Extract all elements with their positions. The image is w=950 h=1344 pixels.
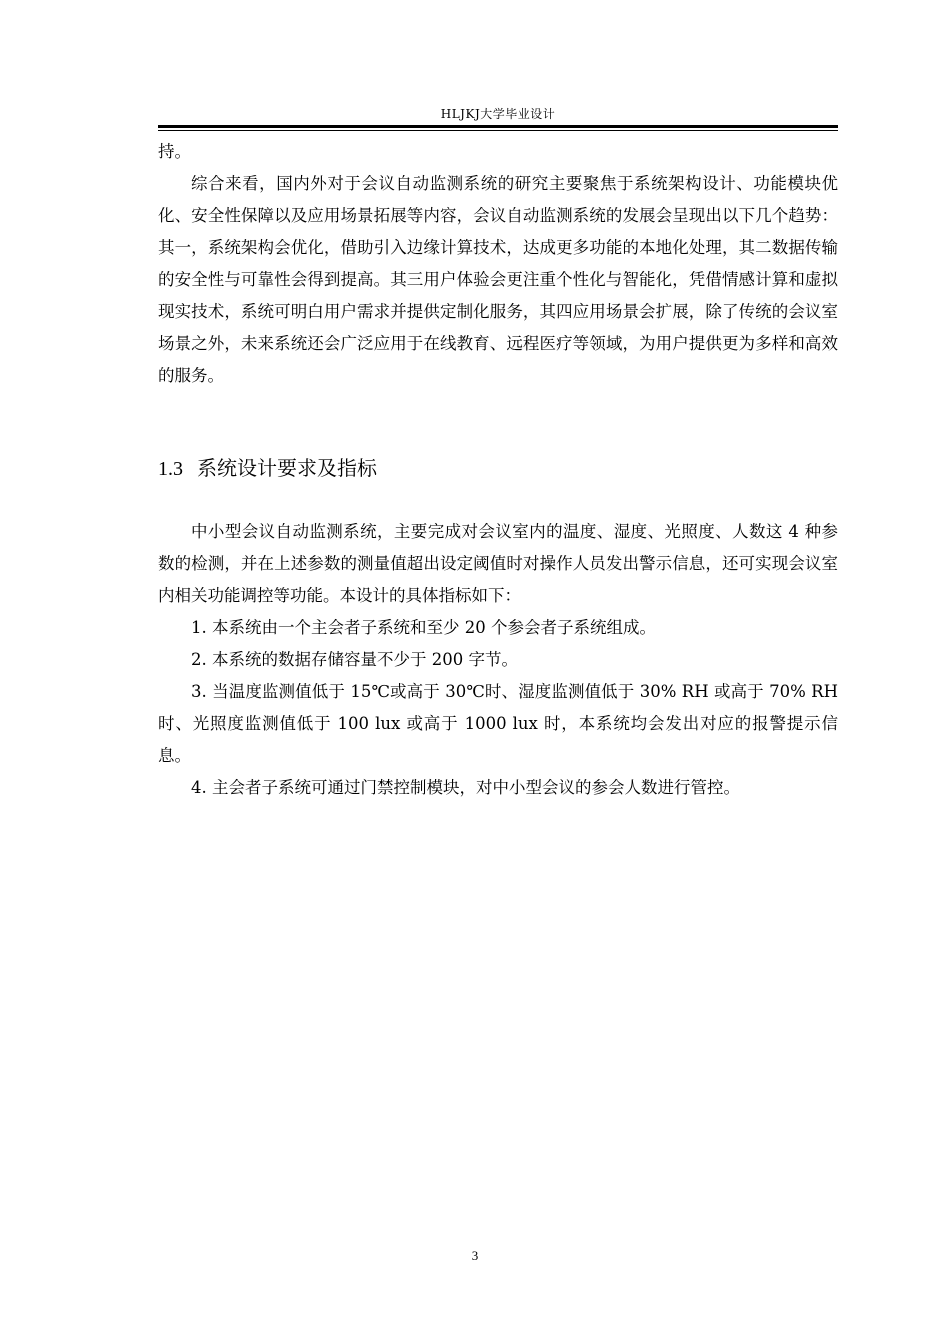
spec-item-1: 1. 本系统由一个主会者子系统和至少 20 个参会者子系统组成。 — [191, 618, 656, 637]
header-rule-thin — [158, 130, 838, 131]
section-intro-paragraph: 中小型会议自动监测系统，主要完成对会议室内的温度、湿度、光照度、人数这 4 种参数的检测，并在上述参数的测量值超出设定阈值时对操作人员发出警示信息，还可实现会议室内相关功能调控等功能。本设计的具体指标如下： — [158, 522, 838, 605]
header-rule — [158, 125, 838, 128]
summary-paragraph: 综合来看，国内外对于会议自动监测系统的研究主要聚焦于系统架构设计、功能模块优化、安全性保障以及应用场景拓展等内容，会议自动监测系统的发展会呈现出以下几个趋势：其一，系统架构会优化，借助引入边缘计算技术，达成更多功能的本地化处理，其二数据传输的安全性与可靠性会得到提高。其三用户体验会更注重个性化与智能化，凭借情感计算和虚拟现实技术，系统可明白用户需求并提供定制化服务，其四应用场景会扩展，除了传统的会议室场景之外，未来系统还会广泛应用于在线教育、远程医疗等领域，为用户提供更为多样和高效的服务。 — [158, 174, 838, 385]
section-title: 系统设计要求及指标 — [197, 456, 377, 480]
section-heading — [158, 453, 838, 484]
page-number: 3 — [471, 1248, 479, 1263]
continuation-text: 持。 — [158, 142, 191, 161]
spec-item-3: 3. 当温度监测值低于 15℃或高于 30℃时、湿度监测值低于 30% RH 或高于 70% RH 时、光照度监测值低于 100 lux 或高于 1000 lux 时，本系统均会发出对应的报警提示信息。 — [158, 682, 838, 765]
spec-item-2: 2. 本系统的数据存储容量不少于 200 字节。 — [191, 650, 518, 669]
spec-item-4: 4. 主会者子系统可通过门禁控制模块，对中小型会议的参会人数进行管控。 — [191, 778, 740, 797]
section-number: 1.3 — [158, 458, 183, 480]
page-header: HLJKJ大学毕业设计 — [440, 107, 556, 121]
section-body — [158, 516, 838, 804]
top-text-block — [158, 136, 838, 392]
